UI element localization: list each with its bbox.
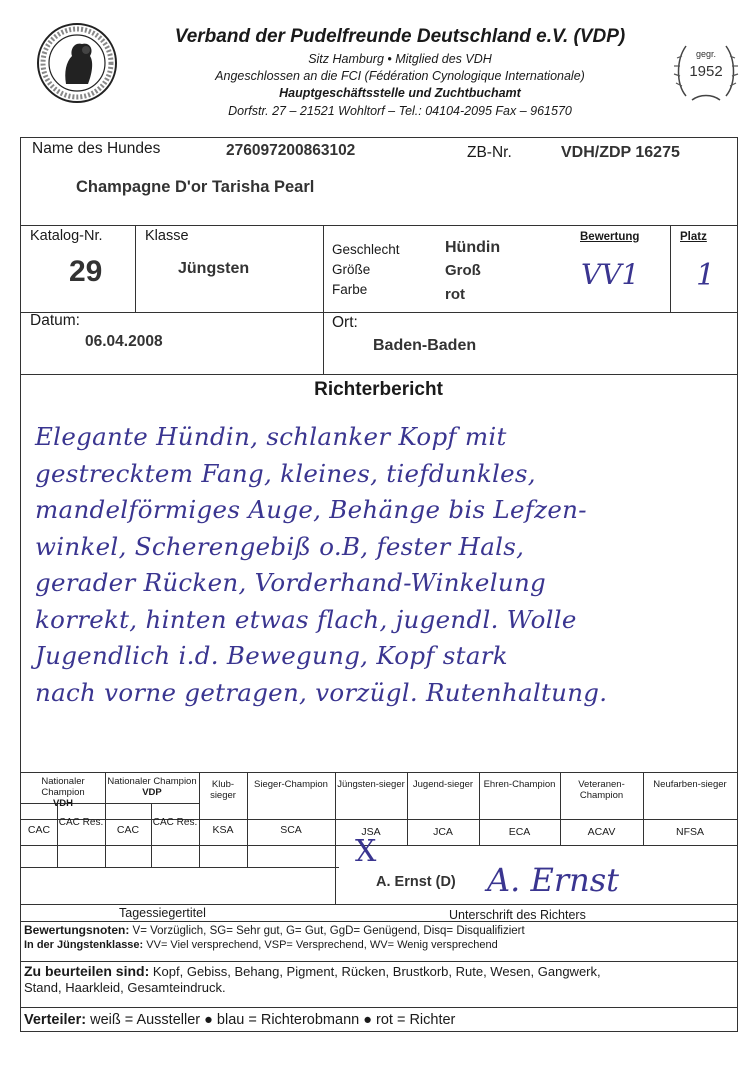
judging-criteria: Zu beurteilen sind: Kopf, Gebiss, Behang, Pigment, Rücken, Brustkorb, Rute, Wesen, Gangwerk, bbox=[24, 963, 601, 979]
dog-name-label: Name des Hundes bbox=[32, 140, 161, 157]
zb-label: ZB-Nr. bbox=[467, 144, 512, 161]
ort-value: Baden-Baden bbox=[373, 337, 477, 354]
katalog-number: 29 bbox=[69, 255, 103, 288]
founding-seal bbox=[672, 30, 740, 108]
judge-name: A. Ernst (D) bbox=[376, 874, 456, 890]
award-header-jugendsieger: Jugend-sieger bbox=[412, 779, 474, 790]
club-logo bbox=[36, 22, 118, 104]
tagessieger-label: Tagessiegertitel bbox=[119, 906, 206, 920]
report-title: Richterbericht bbox=[314, 379, 443, 400]
report-line: mandelförmiges Auge, Behänge bis Lefzen- bbox=[35, 495, 587, 524]
jsa-checkmark: X bbox=[355, 834, 377, 869]
org-title: Verband der Pudelfreunde Deutschland e.V. (VDP) bbox=[174, 26, 626, 47]
award-cac-res-vdh: CAC Res. bbox=[58, 817, 104, 828]
platz-value: 1 bbox=[696, 258, 716, 293]
bewertung-value: VV1 bbox=[581, 258, 640, 291]
zb-number: VDH/ZDP 16275 bbox=[561, 144, 680, 161]
judge-report-form bbox=[20, 137, 738, 1032]
award-nfsa: NFSA bbox=[675, 826, 704, 838]
org-office: Hauptgeschäftsstelle und Zuchtbuchamt bbox=[279, 86, 521, 100]
award-cac-vdp: CAC bbox=[116, 824, 140, 836]
award-acav: ACAV bbox=[587, 826, 616, 838]
org-address: Dorfstr. 27 – 21521 Wohltorf – Tel.: 04104-2095 Fax – 961570 bbox=[228, 104, 572, 118]
report-line: nach vorne getragen, vorzügl. Rutenhaltung. bbox=[35, 677, 608, 707]
award-eca: ECA bbox=[508, 826, 531, 838]
klasse-value: Jüngsten bbox=[178, 260, 250, 277]
datum-value: 06.04.2008 bbox=[85, 333, 163, 350]
award-header-veteranen-champion: Veteranen-Champion bbox=[578, 779, 625, 801]
report-line: Jugendlich i.d. Bewegung, Kopf stark bbox=[35, 641, 508, 670]
young-class-notes: In der Jüngstenklasse: VV= Viel versprechend, VSP= Versprechend, WV= Wenig versprechend bbox=[24, 939, 498, 951]
chip-number: 276097200863102 bbox=[226, 142, 356, 159]
award-cac-res-vdp: CAC Res. bbox=[152, 817, 198, 828]
award-header-ehren-champion: Ehren-Champion bbox=[483, 779, 556, 790]
distribution: Verteiler: weiß = Aussteller ● blau = Richterobmann ● rot = Richter bbox=[24, 1012, 456, 1028]
judge-signature: A. Ernst bbox=[487, 861, 619, 899]
groesse-value: Groß bbox=[445, 262, 481, 279]
dog-name: Champagne D'or Tarisha Pearl bbox=[76, 178, 315, 196]
grading-notes: Bewertungsnoten: V= Vorzüglich, SG= Sehr gut, G= Gut, GgD= Genügend, Disq= Disqualifiziert bbox=[24, 923, 525, 937]
platz-label: Platz bbox=[680, 231, 707, 243]
svg-text:gegr.: gegr. bbox=[695, 49, 717, 59]
signature-label: Unterschrift des Richters bbox=[449, 908, 586, 922]
award-header-klubsieger: Klub-sieger bbox=[210, 779, 236, 801]
award-header-vdp: Nationaler Champion VDP bbox=[107, 776, 197, 798]
geschlecht-label: Geschlecht bbox=[332, 242, 400, 257]
report-line: gerader Rücken, Vorderhand-Winkelung bbox=[35, 568, 547, 597]
award-ksa: KSA bbox=[212, 824, 234, 836]
farbe-value: rot bbox=[445, 286, 465, 303]
award-jca: JCA bbox=[433, 826, 453, 838]
datum-label: Datum: bbox=[30, 312, 80, 329]
groesse-label: Größe bbox=[332, 262, 371, 277]
bewertung-label: Bewertung bbox=[580, 231, 640, 243]
award-jsa: JSA bbox=[361, 826, 381, 838]
org-membership: Sitz Hamburg • Mitglied des VDH bbox=[308, 52, 492, 66]
geschlecht-value: Hündin bbox=[445, 239, 501, 256]
farbe-label: Farbe bbox=[332, 282, 368, 297]
report-line: Elegante Hündin, schlanker Kopf mit bbox=[35, 422, 507, 451]
report-line: gestrecktem Fang, kleines, tiefdunkles, bbox=[35, 458, 536, 488]
award-cac-vdh: CAC bbox=[27, 824, 51, 836]
ort-label: Ort: bbox=[332, 314, 358, 331]
report-text bbox=[35, 419, 725, 711]
award-header-vdh: Nationaler Champion VDH bbox=[41, 776, 85, 809]
svg-text:1952: 1952 bbox=[689, 63, 723, 80]
judging-criteria-cont: Stand, Haarkleid, Gesamteindruck. bbox=[24, 980, 226, 995]
award-header-neufarbensieger: Neufarben-sieger bbox=[653, 779, 727, 790]
award-header-juengstensieger: Jüngsten-sieger bbox=[337, 779, 405, 790]
report-line: winkel, Scherengebiß o.B, fester Hals, bbox=[35, 531, 525, 561]
klasse-label: Klasse bbox=[145, 228, 189, 244]
award-header-sieger-champion: Sieger-Champion bbox=[254, 779, 328, 790]
award-sca: SCA bbox=[280, 824, 302, 836]
katalog-label: Katalog-Nr. bbox=[30, 228, 103, 244]
report-line: korrekt, hinten etwas flach, jugendl. Wolle bbox=[35, 604, 577, 634]
org-fci: Angeschlossen an die FCI (Fédération Cynologique Internationale) bbox=[215, 69, 585, 83]
